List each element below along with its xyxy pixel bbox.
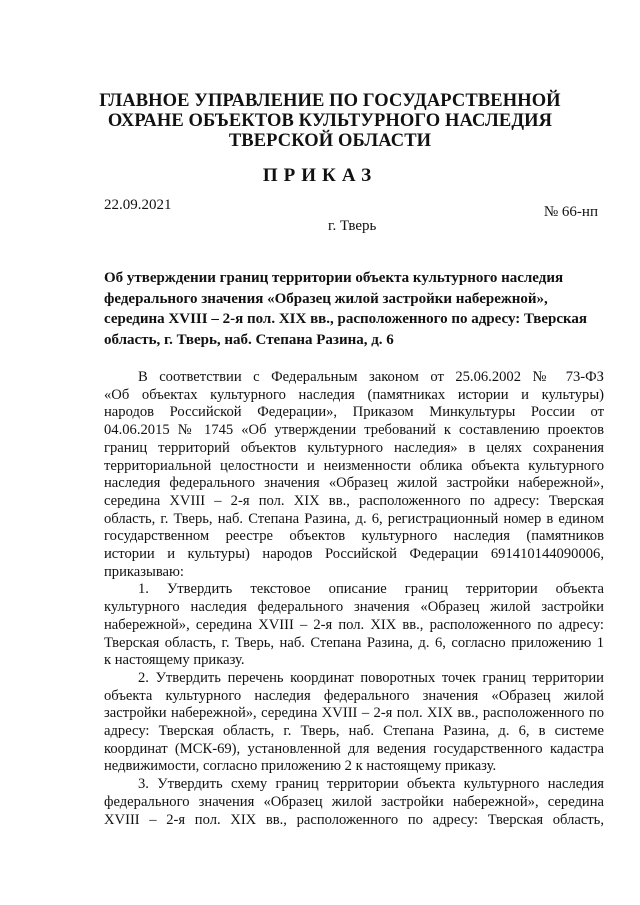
body-line: В соответствии с Федеральным законом от 25.06.2002 № 73-ФЗ bbox=[138, 369, 604, 385]
subject-line: область, г. Тверь, наб. Степана Разина, д. 6 bbox=[104, 331, 394, 348]
order-title: ПРИКАЗ bbox=[262, 165, 378, 186]
clause-3-line: федерального значения «Образец жилой застройки набережной», середина bbox=[104, 793, 604, 810]
clause-2-line: недвижимости, согласно приложению 2 к настоящему приказу. bbox=[104, 758, 497, 775]
clause-2-line: адресу: Тверская область, г. Тверь, наб. Степана Разина, д. 6, в системе bbox=[104, 723, 604, 740]
body-line: государственном реестре объектов культурного наследия (памятников bbox=[104, 528, 604, 545]
clause-2-line: 2. Утвердить перечень координат поворотных точек границ территории bbox=[138, 669, 604, 686]
body-line: границ территорий объектов культурного наследия» в целях сохранения bbox=[104, 439, 604, 456]
order-body bbox=[104, 369, 604, 829]
body-line: «Об объектах культурного наследия (памятниках истории и культуры) bbox=[104, 386, 604, 403]
issuing-authority-header bbox=[60, 91, 600, 151]
clause-1-line: культурного наследия федерального значения «Образец жилой застройки bbox=[104, 599, 604, 616]
subject-line: середина XVIII – 2-я пол. XIX вв., расположенного по адресу: Тверская bbox=[104, 311, 588, 327]
body-line: область, г. Тверь, наб. Степана Разина, д. 6, регистрационный номер в едином bbox=[104, 510, 604, 527]
order-subject bbox=[104, 268, 604, 350]
body-line: народов Российской Федерации», Приказом Минкультуры России от bbox=[104, 404, 604, 421]
clause-2-line: застройки набережной», середина XVIII – 2-я пол. XIX вв., расположенного по bbox=[104, 705, 604, 722]
subject-line: федерального значения «Образец жилой застройки набережной», bbox=[104, 290, 548, 307]
header-line-3: ТВЕРСКОЙ ОБЛАСТИ bbox=[228, 131, 432, 151]
clause-2-line: объекта культурного наследия федерального значения «Образец жилой bbox=[104, 687, 604, 704]
clause-1-line: к настоящему приказу. bbox=[104, 652, 245, 669]
header-line-1: ГЛАВНОЕ УПРАВЛЕНИЕ ПО ГОСУДАРСТВЕННОЙ bbox=[99, 91, 561, 111]
clause-3-line: XVIII – 2-я пол. XIX вв., расположенного по адресу: Тверская область, bbox=[104, 811, 604, 828]
subject-line: Об утверждении границ территории объекта культурного наследия bbox=[104, 270, 564, 286]
header-line-2: ОХРАНЕ ОБЪЕКТОВ КУЛЬТУРНОГО НАСЛЕДИЯ bbox=[107, 111, 553, 131]
clause-1-line: 1. Утвердить текстовое описание границ территории объекта bbox=[138, 581, 604, 598]
body-line: наследия федерального значения «Образец жилой застройки набережной», bbox=[104, 475, 604, 492]
body-line: 04.06.2015 № 1745 «Об утверждении требований к составлению проектов bbox=[104, 422, 604, 439]
body-line: середина XVIII – 2-я пол. XIX вв., расположенного по адресу: Тверская bbox=[104, 492, 604, 509]
order-number: № 66-нп bbox=[543, 204, 598, 220]
clause-3-line: 3. Утвердить схему границ территории объекта культурного наследия bbox=[138, 776, 604, 793]
order-city: г. Тверь bbox=[328, 218, 377, 234]
clause-1-line: набережной», середина XVIII – 2-я пол. XIX вв., расположенного по адресу: bbox=[104, 616, 604, 633]
body-line: приказываю: bbox=[104, 563, 184, 580]
clause-2-line: координат (МСК-69), установленной для ведения государственного кадастра bbox=[104, 740, 604, 757]
order-date: 22.09.2021 bbox=[104, 197, 172, 213]
body-line: истории и культуры) народов Российской Федерации 691410144090006, bbox=[104, 546, 604, 563]
body-line: территориальной целостности и неизменности облика объекта культурного bbox=[104, 457, 604, 474]
clause-1-line: Тверская область, г. Тверь, наб. Степана Разина, д. 6, согласно приложению 1 bbox=[104, 634, 604, 651]
